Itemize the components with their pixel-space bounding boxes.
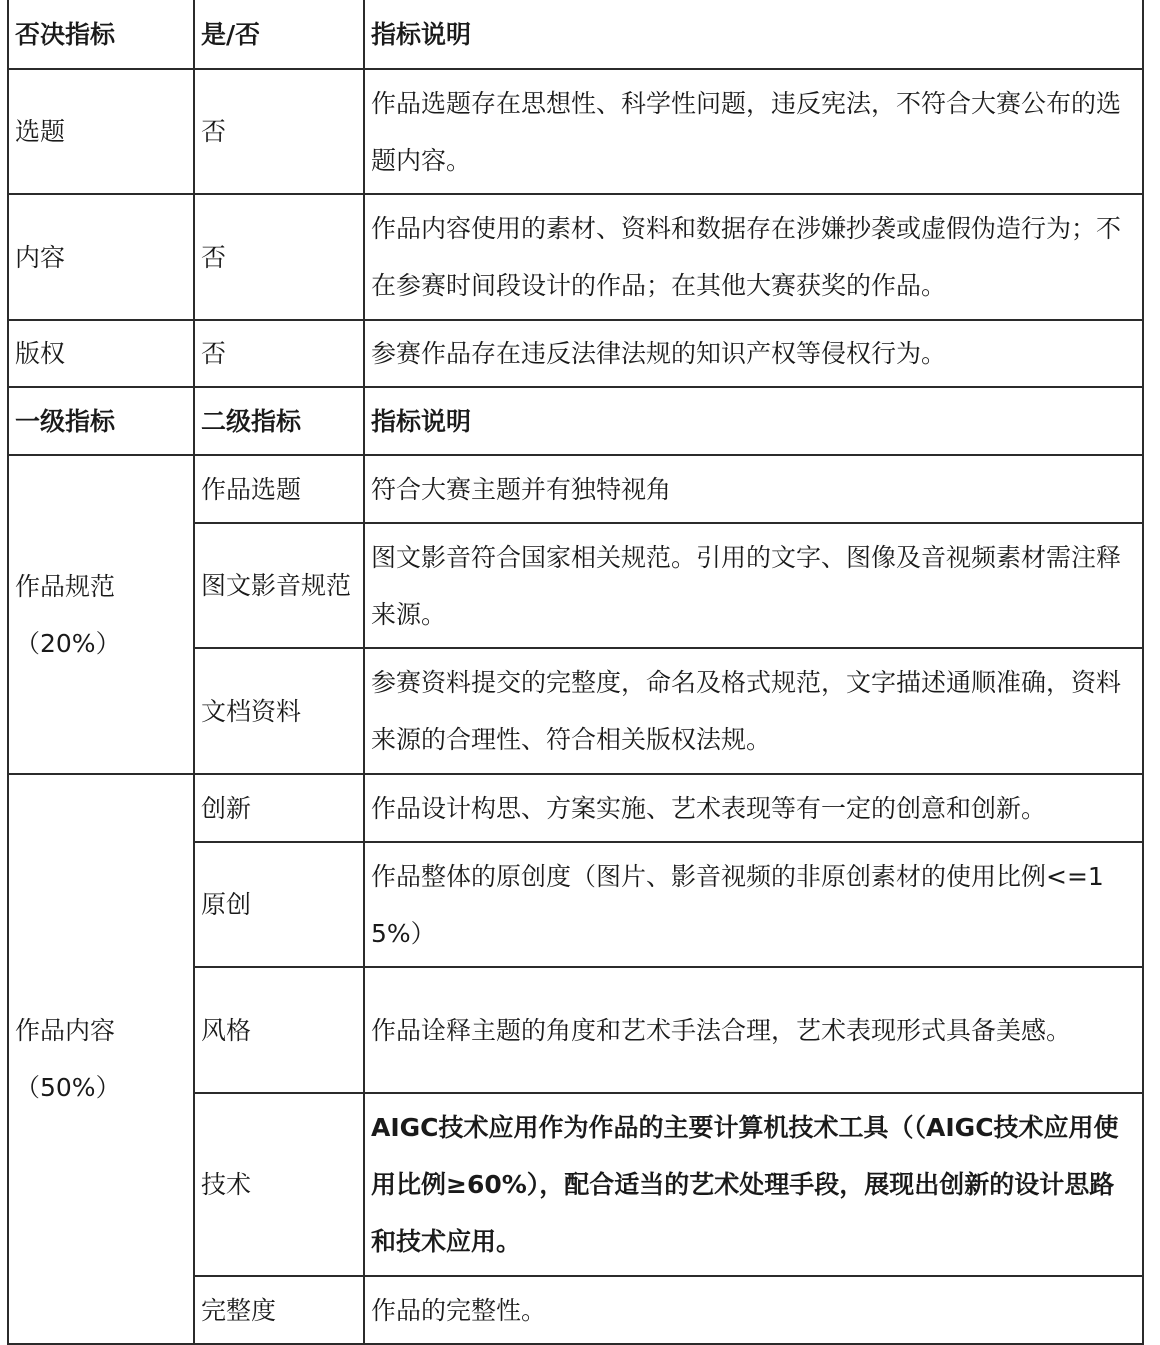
level1-group-norms bbox=[8, 455, 194, 774]
level2-description: 作品整体的原创度（图片、影音视频的非原创素材的使用比例<=15%） bbox=[364, 842, 1143, 967]
veto-description: 作品内容使用的素材、资料和数据存在涉嫌抄袭或虚假伪造行为；不在参赛时间段设计的作品；在其他大赛获奖的作品。 bbox=[364, 194, 1143, 320]
veto-yes-no: 否 bbox=[194, 69, 364, 194]
veto-header-indicator: 否决指标 bbox=[8, 0, 194, 69]
level2-name: 原创 bbox=[194, 842, 364, 967]
veto-description: 作品选题存在思想性、科学性问题，违反宪法，不符合大赛公布的选题内容。 bbox=[364, 69, 1143, 194]
level2-description: 作品诠释主题的角度和艺术手法合理，艺术表现形式具备美感。 bbox=[364, 967, 1143, 1093]
veto-header-description: 指标说明 bbox=[364, 0, 1143, 69]
level1-group-content bbox=[8, 774, 194, 1344]
veto-header-yes-no: 是/否 bbox=[194, 0, 364, 69]
level1-name: 作品内容 bbox=[15, 1016, 116, 1045]
veto-yes-no: 否 bbox=[194, 194, 364, 320]
level1-name: 作品规范 bbox=[15, 571, 116, 601]
level2-description: 作品设计构思、方案实施、艺术表现等有一定的创意和创新。 bbox=[364, 774, 1143, 842]
scoring-header-row bbox=[8, 387, 1143, 455]
scoring-row bbox=[8, 455, 1143, 523]
criteria-table bbox=[7, 0, 1144, 1345]
level2-name: 完整度 bbox=[194, 1276, 364, 1344]
veto-row bbox=[8, 194, 1143, 320]
level2-name: 创新 bbox=[194, 774, 364, 842]
level2-name: 风格 bbox=[194, 967, 364, 1093]
level2-description: 作品的完整性。 bbox=[364, 1276, 1143, 1344]
level1-weight: （20%） bbox=[15, 628, 121, 658]
veto-row bbox=[8, 320, 1143, 387]
veto-header-row bbox=[8, 0, 1143, 69]
level2-description: 符合大赛主题并有独特视角 bbox=[364, 455, 1143, 523]
veto-indicator: 内容 bbox=[8, 194, 194, 320]
scoring-header-level2: 二级指标 bbox=[194, 387, 364, 455]
level2-description: 图文影音符合国家相关规范。引用的文字、图像及音视频素材需注释来源。 bbox=[364, 523, 1143, 648]
level2-name: 文档资料 bbox=[194, 648, 364, 774]
level2-name: 技术 bbox=[194, 1093, 364, 1276]
level2-name: 作品选题 bbox=[194, 455, 364, 523]
scoring-header-description: 指标说明 bbox=[364, 387, 1143, 455]
veto-row bbox=[8, 69, 1143, 194]
veto-indicator: 版权 bbox=[8, 320, 194, 387]
scoring-header-level1: 一级指标 bbox=[8, 387, 194, 455]
level2-description: 参赛资料提交的完整度，命名及格式规范，文字描述通顺准确，资料来源的合理性、符合相关版权法规。 bbox=[364, 648, 1143, 774]
veto-indicator: 选题 bbox=[8, 69, 194, 194]
level2-description: AIGC技术应用作为作品的主要计算机技术工具（（AIGC技术应用使用比例≥60%），配合适当的艺术处理手段，展现出创新的设计思路和技术应用。 bbox=[364, 1093, 1143, 1276]
veto-description: 参赛作品存在违反法律法规的知识产权等侵权行为。 bbox=[364, 320, 1143, 387]
level1-weight: （50%） bbox=[15, 1073, 121, 1102]
scoring-row bbox=[8, 774, 1143, 842]
level2-name: 图文影音规范 bbox=[194, 523, 364, 648]
veto-yes-no: 否 bbox=[194, 320, 364, 387]
